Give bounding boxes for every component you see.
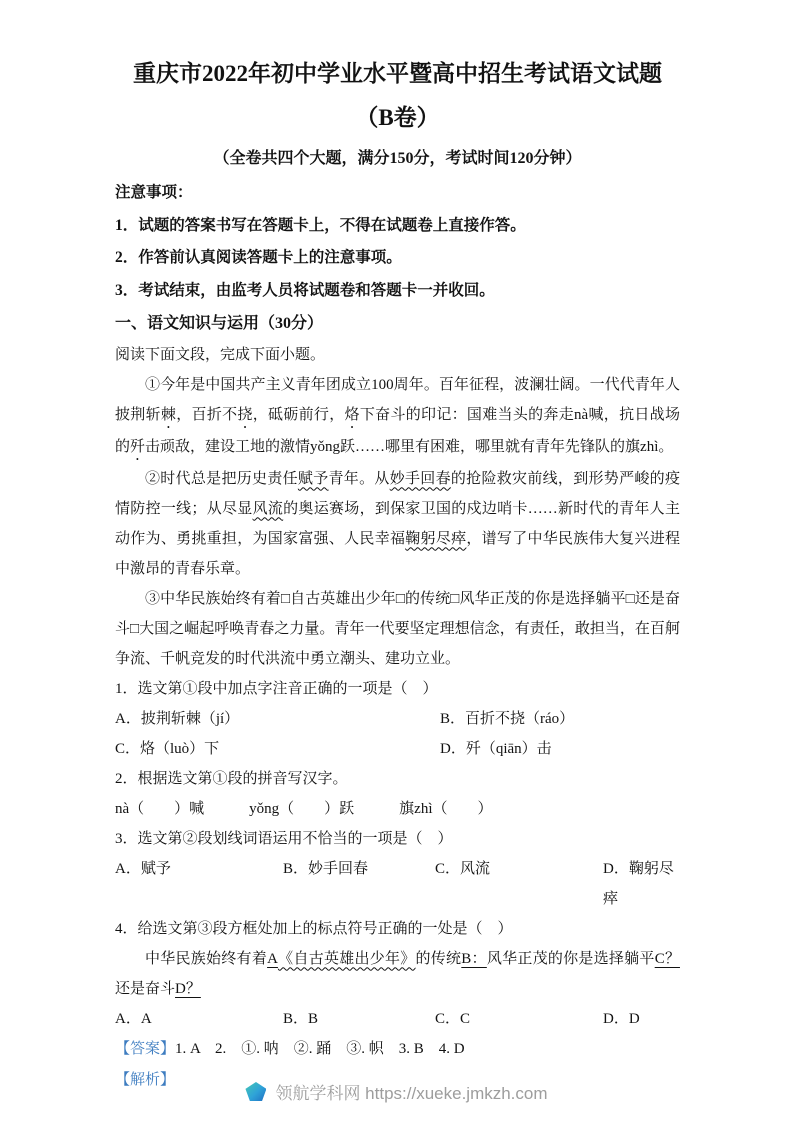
emphasized-char: 棘 <box>160 406 177 423</box>
option-d: D．歼（qiān）击 <box>440 740 552 757</box>
option-b: B．百折不挠（ráo） <box>440 710 575 727</box>
emphasized-char: 歼 <box>130 438 146 455</box>
reading-lead: 阅读下面文段，完成下面小题。 <box>115 346 326 363</box>
question-3-options <box>115 854 680 914</box>
answer-line <box>115 1034 680 1066</box>
underlined-word: 鞠躬尽瘁 <box>405 530 467 547</box>
underlined-word: 妙手回春 <box>389 470 451 487</box>
option-c: C．C <box>435 1010 471 1027</box>
text-segment: ，砥砺前行， <box>252 406 345 423</box>
emphasized-char: 烙 <box>344 406 360 423</box>
question-2-blanks: nà（ ）喊 yǒng（ ）跃 旗zhì（ ） <box>115 800 493 817</box>
option-c: C．风流 <box>435 860 491 877</box>
question-1-options <box>115 704 680 764</box>
text-segment: 下奋斗的印记：国难当头的奔走nà喊，抗日战场的 <box>115 406 680 455</box>
mark-letter-a: A <box>267 950 278 967</box>
option-a: A．披荆斩棘（jí） <box>115 710 240 727</box>
page-title: 重庆市2022年初中学业水平暨高中招生考试语文试题（B卷） <box>133 61 662 130</box>
notice-item-2: 2．作答前认真阅读答题卡上的注意事项。 <box>115 249 402 267</box>
mark-letter-c: C？ <box>654 950 680 967</box>
mark-letter-b: B： <box>461 950 487 967</box>
option-d: D．鞠躬尽瘁 <box>603 860 674 907</box>
watermark <box>0 1079 793 1104</box>
question-1-stem: 1．选文第①段中加点字注音正确的一项是（ ） <box>115 680 438 697</box>
watermark-text: 领航学科网 https://xueke.jmkzh.com <box>275 1084 548 1103</box>
mark-letter-d: D？ <box>175 980 201 997</box>
text-segment: ，百折不 <box>176 406 238 423</box>
notice-item-1: 1．试题的答案书写在答题卡上，不得在试题卷上直接作答。 <box>115 216 526 234</box>
notice-item-3: 3．考试结束，由监考人员将试题卷和答题卡一并收回。 <box>115 282 495 300</box>
text-segment: 还是奋斗 <box>115 980 176 997</box>
text-segment: 的传统 <box>415 950 462 967</box>
notice-heading: 注意事项： <box>115 184 193 202</box>
question-4-quote <box>115 944 680 1004</box>
book-title: 《自古英雄出少年》 <box>277 950 416 967</box>
option-a: A．赋予 <box>115 860 171 877</box>
underlined-word: 风流 <box>252 500 284 517</box>
watermark-logo-icon <box>245 1082 266 1101</box>
question-2-stem: 2．根据选文第①段的拼音写汉字。 <box>115 770 348 787</box>
exam-subtitle: （全卷共四个大题，满分150分，考试时间120分钟） <box>213 150 582 168</box>
question-3-stem: 3．选文第②段划线词语运用不恰当的一项是（ ） <box>115 830 453 847</box>
question-4-stem: 4．给选文第③段方框处加上的标点符号正确的一处是（ ） <box>115 920 513 937</box>
text-segment: 风华正茂的你是选择躺平 <box>486 950 655 967</box>
passage-paragraph-1 <box>115 370 680 464</box>
passage-paragraph-3: ③中华民族始终有着□自古英雄出少年□的传统□风华正茂的你是选择躺平□还是奋斗□大国之崛起呼唤青春之力量。青年一代要坚定理想信念，有责任，敢担当，在百舸争流、千帆竞发的时代洪流中勇立潮头、建功立业。 <box>115 590 680 667</box>
text-segment: 中华民族始终有着 <box>145 950 268 967</box>
text-segment: 击顽敌，建设工地的激情yǒng跃……哪里有困难，哪里就有青年先锋队的旗zhì。 <box>145 438 674 455</box>
text-segment: ，谱写了中华民族伟大复兴进程中激昂的青春乐章。 <box>115 530 680 577</box>
option-d: D．D <box>603 1010 640 1027</box>
text-segment: ②时代总是把历史责任 <box>145 470 298 487</box>
emphasized-char: 挠 <box>237 406 253 423</box>
option-b: B．妙手回春 <box>283 860 369 877</box>
option-c: C．烙（luò）下 <box>115 740 220 757</box>
analysis-label: 【解析】 <box>115 1072 176 1089</box>
option-a: A．A <box>115 1010 152 1027</box>
text-segment: 的抢险救灾前线，到形势严峻的疫情防控一线；从尽显 <box>115 470 680 517</box>
question-4-options <box>115 1004 680 1034</box>
section-heading: 一、语文知识与运用（30分） <box>115 314 324 332</box>
passage-paragraph-2 <box>115 464 680 584</box>
text-segment: 青年。从 <box>328 470 390 487</box>
underlined-word: 赋予 <box>297 470 329 487</box>
answer-label: 【答案】 <box>115 1040 176 1057</box>
text-segment: 的奥运赛场，到保家卫国的戍边哨卡……新时代的青年人主动作为、勇挑重担，为国家富强、人民幸福 <box>115 500 680 547</box>
answer-text: 1. A 2. ①. 呐 ②. 踊 ③. 帜 3. B 4. D <box>175 1040 465 1057</box>
text-segment: ①今年是中国共产主义青年团成立100周年。百年征程，波澜壮阔。一代代青年人披荆斩 <box>115 376 680 423</box>
option-b: B．B <box>283 1010 319 1027</box>
